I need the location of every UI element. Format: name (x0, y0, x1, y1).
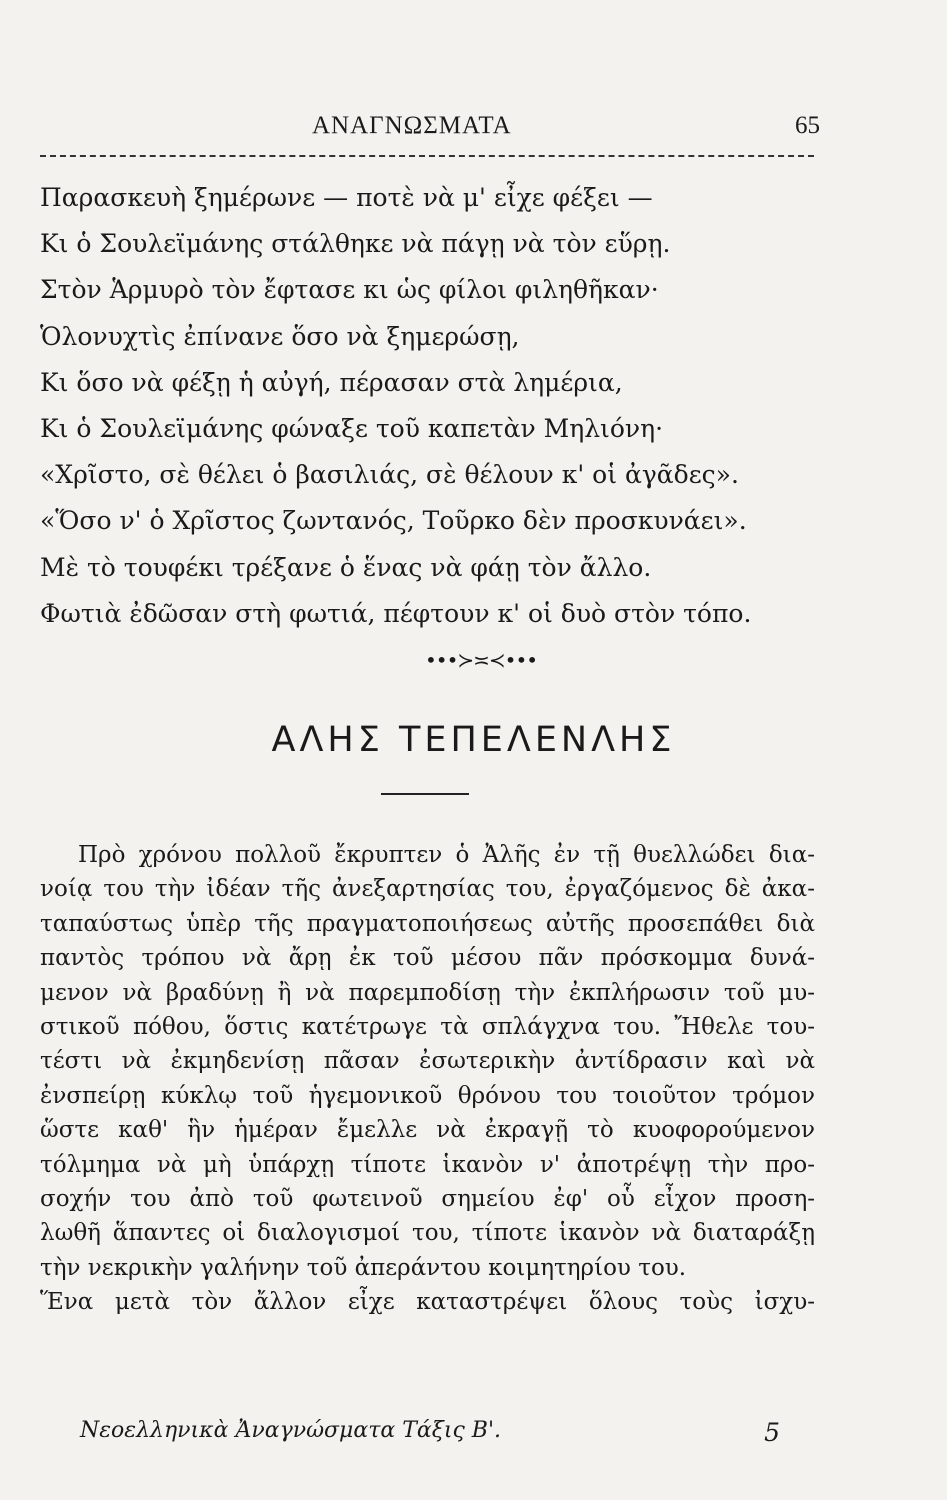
prose-line: τὴν νεκρικὴν γαλήνην τοῦ ἀπεράντου κοιμητηρίου του. (40, 1254, 687, 1281)
prose-line: Πρὸ χρόνου πολλοῦ ἔκρυπτεν ὁ Ἀλῆς ἐν τῇ θυελλώδει δια- (78, 842, 815, 868)
running-title: ΑΝΑΓΝΩΣΜΑΤΑ (312, 112, 512, 139)
poem-line: Κι ὅσο νὰ φέξῃ ἡ αὐγή, πέρασαν στὰ λημέρια, (40, 367, 623, 397)
poem-line: Φωτιὰ ἐδῶσαν στὴ φωτιά, πέφτουν κ' οἱ δυὸ στὸν τόπο. (40, 598, 752, 628)
section-ornament: •••≻≍≺••• (425, 648, 538, 672)
poem-line: «Χρῖστο, σὲ θέλει ὁ βασιλιάς, σὲ θέλουν κ' οἱ ἀγᾶδες». (40, 460, 739, 490)
poem-line: Κι ὁ Σουλεϊμάνης φώναξε τοῦ καπετὰν Μηλιόνη· (40, 414, 664, 444)
poem-line: Μὲ τὸ τουφέκι τρέξανε ὁ ἕνας νὰ φάῃ τὸν ἄλλο. (40, 552, 652, 582)
prose-line: παντὸς τρόπου νὰ ἄρῃ ἐκ τοῦ μέσου πᾶν πρόσκομμα δυνά- (40, 945, 815, 972)
prose-paragraph (40, 838, 815, 1320)
header-rule (40, 155, 814, 157)
prose-line: μενον νὰ βραδύνῃ ἢ νὰ παρεμποδίσῃ τὴν ἐκπλήρωσιν τοῦ μυ- (40, 979, 815, 1006)
section-title: ΑΛΗΣ ΤΕΠΕΛΕΝΛΗΣ (271, 720, 676, 760)
prose-line: σοχήν του ἀπὸ τοῦ φωτεινοῦ σημείου ἐφ' οὗ εἶχον προση- (40, 1186, 815, 1213)
running-header (40, 112, 820, 152)
prose-line: νοίᾳ του τὴν ἰδέαν τῆς ἀνεξαρτησίας του, ἐργαζόμενος δὲ ἀκα- (40, 876, 815, 903)
prose-line: τόλμημα νὰ μὴ ὑπάρχῃ τίποτε ἱκανὸν ν' ἀποτρέψῃ τὴν προ- (40, 1151, 815, 1178)
poem-line: Κι ὁ Σουλεϊμάνης στάλθηκε νὰ πάγῃ νὰ τὸν εὕρῃ. (40, 229, 671, 259)
prose-line: ὥστε καθ' ἣν ἡμέραν ἔμελλε νὰ ἐκραγῇ τὸ κυοφορούμενον (40, 1117, 815, 1144)
prose-line: Ἕνα μετὰ τὸν ἄλλον εἶχε καταστρέψει ὅλους τοὺς ἰσχυ- (40, 1289, 815, 1316)
page-footer (80, 1418, 780, 1458)
prose-line: τέστι νὰ ἐκμηδενίσῃ πᾶσαν ἐσωτερικὴν ἀντίδρασιν καὶ νὰ (40, 1048, 815, 1075)
poem-line: «Ὅσο ν' ὁ Χρῖστος ζωντανός, Τοῦρκο δὲν προσκυνάει». (40, 506, 747, 536)
page-number: 65 (795, 112, 820, 139)
prose-line: ταπαύστως ὑπὲρ τῆς πραγματοποιήσεως αὐτῆς προσεπάθει διὰ (40, 910, 815, 937)
title-underline (381, 793, 469, 795)
sheet-number: 5 (764, 1418, 780, 1447)
poem-line: Στὸν Ἁρμυρὸ τὸν ἔφτασε κι ὡς φίλοι φιληθῆκαν· (40, 275, 659, 305)
prose-line: λωθῆ ἅπαντες οἱ διαλογισμοί του, τίποτε ἱκανὸν νὰ διαταράξῃ (40, 1220, 815, 1247)
poem-line: Ὁλονυχτὶς ἐπίνανε ὅσο νὰ ξημερώσῃ, (40, 321, 520, 351)
poem-stanza (40, 175, 840, 637)
poem-line: Παρασκευὴ ξημέρωνε — ποτὲ νὰ μ' εἶχε φέξει — (40, 183, 653, 212)
signature-mark: Νεοελληνικὰ Ἀναγνώσματα Τάξις Β'. (80, 1418, 502, 1443)
prose-line: στικοῦ πόθου, ὅστις κατέτρωγε τὰ σπλάγχνα του. Ἤθελε του- (40, 1014, 815, 1041)
prose-line: ἐνσπείρῃ κύκλῳ τοῦ ἡγεμονικοῦ θρόνου του τοιοῦτον τρόμον (40, 1082, 815, 1109)
